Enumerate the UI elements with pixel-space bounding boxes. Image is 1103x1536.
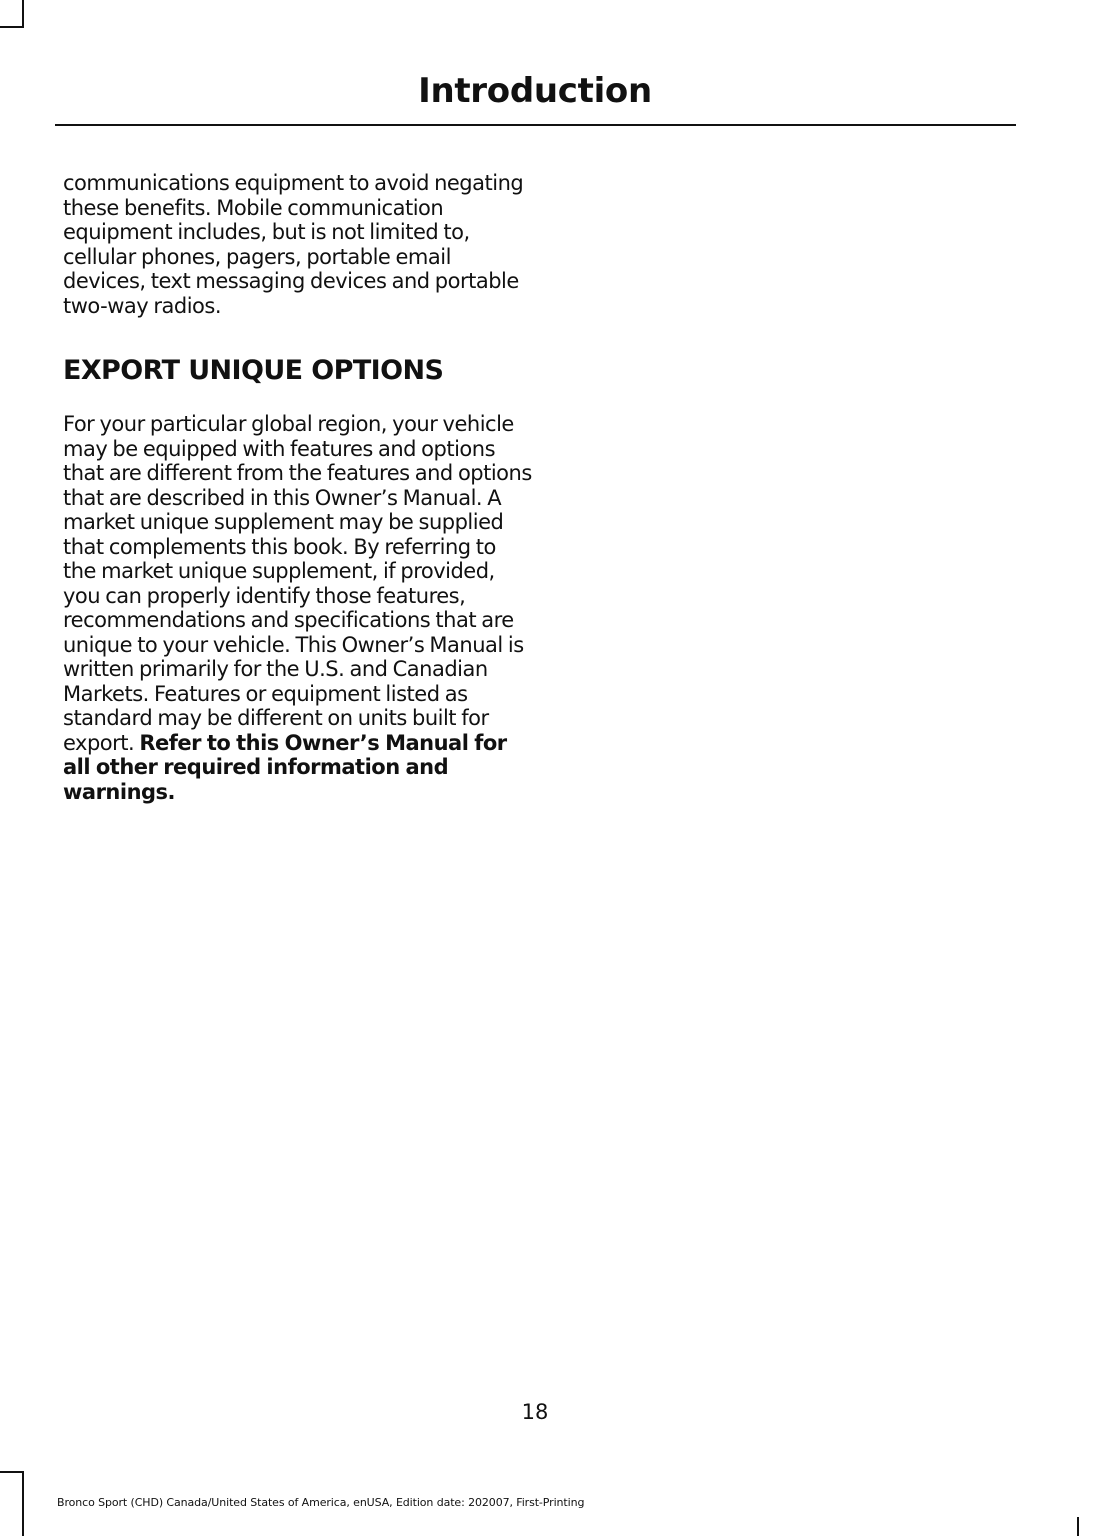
section-paragraph-bold-note: Refer to this Owner’s Manual for all other required information and warnings. [63, 730, 507, 804]
page-header-title: Introduction [418, 71, 652, 111]
section-paragraph-text: For your particular global region, your vehicle may be equipped with features and options that are different from the features and options that are described in this Owner’s Manual. A market unique supplement may be supplied that complements this book. By referring to the market unique supplement, if provided, you can properly identify those features, recommendations and specifications that are unique to your vehicle. This Owner’s Manual is written primarily for the U.S. and Canadian Markets. Features or equipment listed as standard may be different on units built for export. [63, 412, 532, 755]
intro-paragraph: communications equipment to avoid negating these benefits. Mobile communication equipment includes, but is not limited to, cellular phones, pagers, portable email devices, text messaging devices and portable two-way radios. [63, 171, 524, 318]
text-column [63, 171, 533, 804]
crop-mark-bottom-left-vertical [22, 1471, 24, 1536]
footer-edition-info: Bronco Sport (CHD) Canada/United States of America, enUSA, Edition date: 202007, First-Printing [57, 1496, 585, 1509]
crop-mark-bottom-right-vertical [1077, 1517, 1079, 1536]
section-paragraph [63, 412, 533, 804]
crop-mark-top-left-horizontal [0, 26, 24, 28]
crop-mark-bottom-left-horizontal [0, 1471, 24, 1473]
crop-mark-top-left-vertical [22, 0, 24, 28]
page-number: 18 [521, 1400, 549, 1424]
header-divider [55, 124, 1016, 126]
section-heading-export-unique-options: EXPORT UNIQUE OPTIONS [63, 355, 444, 386]
